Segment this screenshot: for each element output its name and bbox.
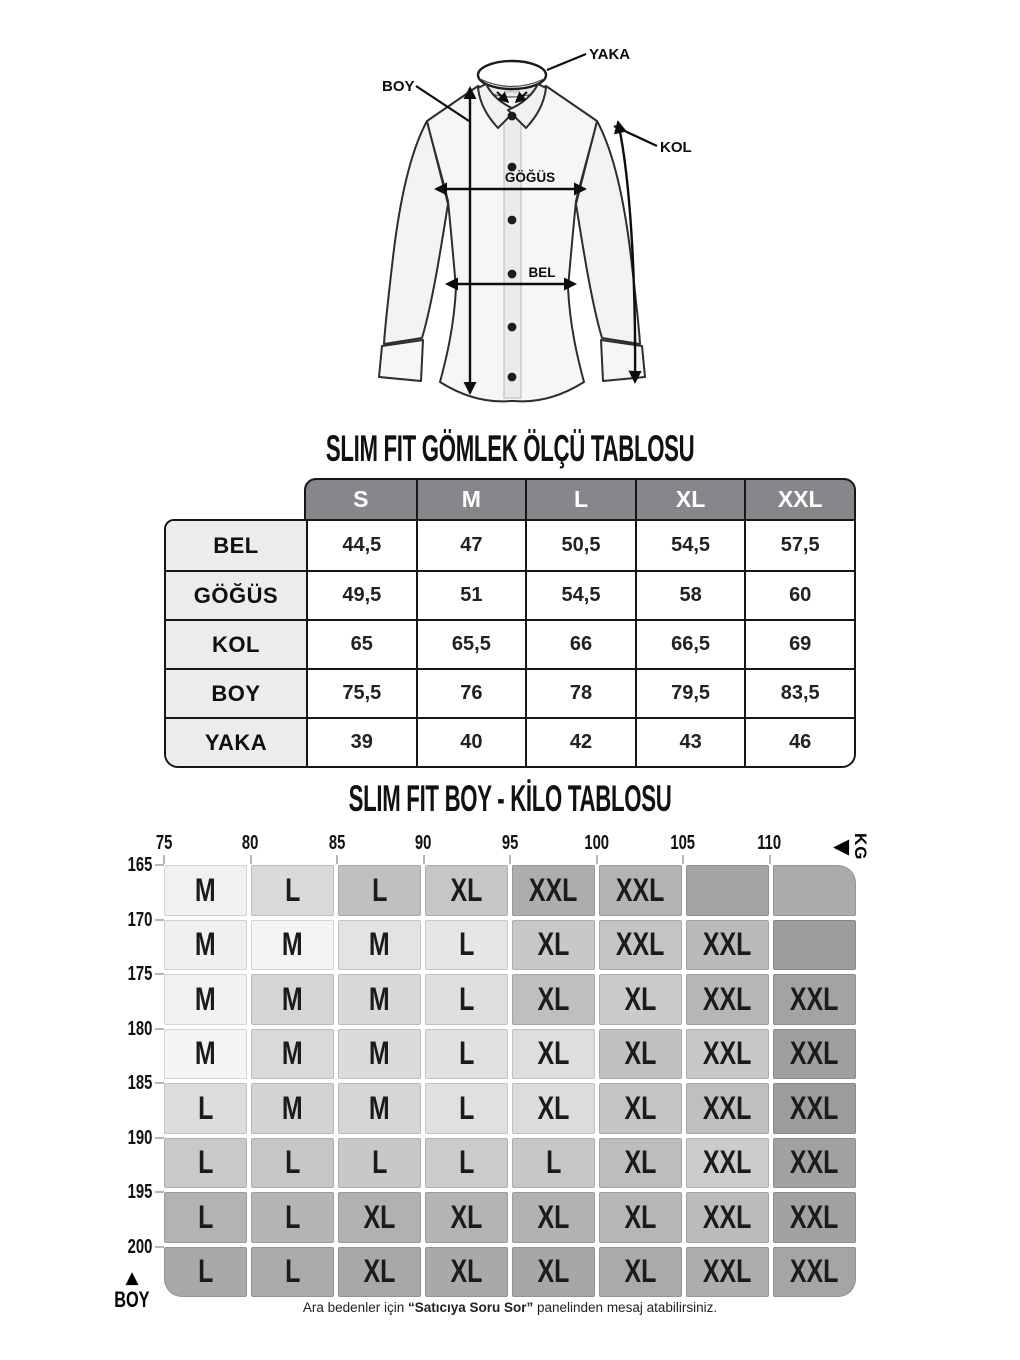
matrix-cell: [251, 1083, 334, 1134]
kg-tick-mark: [682, 855, 684, 864]
boy-tick-label: 190: [127, 1126, 152, 1149]
matrix-grid: [164, 865, 856, 1297]
matrix-cell: [251, 1029, 334, 1080]
matrix-cell: [512, 1192, 595, 1243]
matrix-cell: [773, 1083, 856, 1134]
size-value: 79,5: [635, 668, 745, 717]
matrix-cell-size: XXL: [790, 980, 839, 1017]
size-value: 69: [744, 619, 854, 668]
matrix-cell-size: XL: [537, 926, 570, 963]
matrix-cell: [164, 974, 247, 1025]
kg-axis-flag: [833, 833, 870, 861]
size-value: 76: [416, 668, 526, 717]
kg-tick-label: 75: [155, 832, 173, 854]
matrix-cell: [164, 1029, 247, 1080]
matrix-cell: [251, 974, 334, 1025]
left-cuff: [379, 340, 423, 381]
matrix-cell-size: L: [458, 1144, 475, 1181]
matrix-cell: [251, 865, 334, 916]
matrix-cell-size: XL: [363, 1253, 396, 1290]
size-value: 65,5: [416, 619, 526, 668]
size-value: 60: [744, 570, 854, 619]
matrix-cell: [338, 865, 421, 916]
matrix-cell: [512, 865, 595, 916]
boy-tick-label: 185: [127, 1072, 152, 1094]
matrix-cell-size: L: [545, 1144, 562, 1181]
matrix-cell: [425, 974, 508, 1025]
matrix-cell-size: XL: [450, 871, 483, 908]
boy-tick-label: 200: [127, 1235, 152, 1258]
matrix-cell: [338, 920, 421, 971]
matrix-cell-size: L: [284, 871, 301, 908]
footer-bold: “Satıcıya Soru Sor”: [407, 1300, 534, 1315]
kg-tick-mark: [250, 855, 252, 864]
size-value: 42: [525, 717, 635, 766]
kol-label: KOL: [660, 139, 692, 156]
kg-tick-label: 85: [328, 832, 346, 854]
boy-tick-mark: [155, 919, 164, 921]
matrix-cell-size: L: [197, 1198, 214, 1235]
matrix-cell-size: XL: [537, 1089, 570, 1126]
kg-tick-label: 80: [242, 832, 259, 854]
matrix-cell: [686, 1192, 769, 1243]
matrix-cell-size: XXL: [790, 1198, 839, 1235]
size-value: 47: [416, 521, 526, 570]
matrix-cell: [251, 1192, 334, 1243]
matrix-cell: [164, 1192, 247, 1243]
kg-tick-mark: [596, 855, 598, 864]
matrix-cell: [773, 1029, 856, 1080]
size-value: 58: [635, 570, 745, 619]
matrix-cell: [773, 1192, 856, 1243]
boy-tick-label: 195: [127, 1181, 152, 1203]
size-value: 83,5: [744, 668, 854, 717]
matrix-cell-size: XL: [624, 1035, 657, 1072]
kg-tick-mark: [163, 855, 165, 864]
matrix-cell: [512, 1247, 595, 1298]
matrix-cell-size: M: [282, 1089, 303, 1126]
matrix-table: [0, 830, 1020, 1340]
matrix-cell: [773, 865, 856, 916]
matrix-cell-size: M: [282, 980, 303, 1017]
matrix-cell-size: XL: [624, 1089, 657, 1126]
boy-tick-label: 170: [127, 908, 152, 931]
matrix-cell: [686, 865, 769, 916]
size-value: 65: [306, 619, 416, 668]
matrix-cell: [599, 1083, 682, 1134]
matrix-cell: [425, 1138, 508, 1189]
size-table: [164, 478, 856, 768]
matrix-cell: [425, 1247, 508, 1298]
size-col-header: S: [353, 486, 369, 512]
matrix-cell-size: L: [458, 1089, 475, 1126]
matrix-cell-size: XL: [450, 1198, 483, 1235]
matrix-cell: [425, 1083, 508, 1134]
matrix-cell: [773, 974, 856, 1025]
kg-tick-label: 110: [757, 832, 782, 854]
footer-suffix: panelinden mesaj atabilirsiniz.: [533, 1300, 718, 1315]
matrix-cell-size: M: [282, 1035, 303, 1072]
matrix-cell-size: M: [195, 926, 216, 963]
matrix-cell-size: M: [195, 1035, 216, 1072]
matrix-cell-size: XXL: [790, 1035, 839, 1072]
matrix-cell: [599, 974, 682, 1025]
matrix-cell: [425, 920, 508, 971]
matrix-cell: [512, 974, 595, 1025]
matrix-cell: [164, 1083, 247, 1134]
matrix-cell: [599, 865, 682, 916]
placket: [504, 110, 521, 398]
kg-tick-label: 105: [670, 832, 696, 854]
matrix-cell: [251, 1138, 334, 1189]
kg-tick-label: 95: [501, 832, 519, 854]
matrix-cell-size: XL: [624, 1144, 657, 1181]
boy-tick-label: 165: [127, 854, 152, 876]
matrix-cell: [512, 920, 595, 971]
matrix-cell: [425, 1029, 508, 1080]
size-table-header: [304, 478, 856, 519]
matrix-cell-size: L: [197, 1144, 214, 1181]
footer-note: [0, 1300, 1020, 1315]
matrix-cell: [599, 1138, 682, 1189]
matrix-cell: [599, 1247, 682, 1298]
matrix-cell-size: L: [284, 1253, 301, 1290]
matrix-cell-size: L: [284, 1144, 301, 1181]
size-value: 43: [635, 717, 745, 766]
matrix-cell: [338, 1247, 421, 1298]
matrix-cell-size: XXL: [790, 1253, 839, 1290]
matrix-cell-size: XL: [450, 1253, 483, 1290]
matrix-cell: [338, 1192, 421, 1243]
matrix-cell-size: XL: [537, 1253, 570, 1290]
size-value: 75,5: [306, 668, 416, 717]
boy-tick-mark: [155, 1028, 164, 1030]
size-value: 78: [525, 668, 635, 717]
matrix-cell-size: XXL: [616, 871, 665, 908]
kg-tick-mark: [336, 855, 338, 864]
collar-opening: [478, 61, 546, 89]
boy-label: BOY: [382, 78, 415, 95]
matrix-cell: [686, 1247, 769, 1298]
matrix-cell: [686, 1138, 769, 1189]
right-cuff: [601, 340, 645, 381]
matrix-cell: [512, 1138, 595, 1189]
boy-tick-mark: [155, 973, 164, 975]
boy-tick-mark: [155, 1246, 164, 1248]
matrix-cell: [164, 1138, 247, 1189]
matrix-cell: [164, 865, 247, 916]
yaka-label: YAKA: [589, 46, 631, 63]
measure-label: YAKA: [166, 717, 306, 766]
matrix-cell-size: L: [197, 1089, 214, 1126]
matrix-cell: [686, 974, 769, 1025]
boy-arrow-icon: ▲: [125, 1268, 139, 1288]
boy-tick-mark: [155, 1082, 164, 1084]
matrix-cell: [164, 1247, 247, 1298]
size-value: 50,5: [525, 521, 635, 570]
matrix-cell: [338, 1138, 421, 1189]
matrix-cell: [686, 920, 769, 971]
size-col-header: XL: [635, 480, 745, 519]
yaka-pointer-line: [547, 54, 586, 70]
kg-tick-mark: [423, 855, 425, 864]
matrix-cell-size: XXL: [790, 1089, 839, 1126]
matrix-cell-size: L: [458, 1035, 475, 1072]
matrix-cell-size: L: [371, 871, 388, 908]
matrix-cell-size: XXL: [703, 980, 752, 1017]
matrix-cell: [686, 1029, 769, 1080]
size-table-title: [0, 428, 1020, 470]
matrix-table-title-text: SLIM FIT BOY - KİLO TABLOSU: [348, 778, 672, 819]
matrix-cell-size: L: [284, 1198, 301, 1235]
footer-prefix: Ara bedenler için: [302, 1300, 408, 1315]
size-value: 54,5: [525, 570, 635, 619]
kg-tick-label: 90: [415, 832, 432, 854]
size-value: 39: [306, 717, 416, 766]
matrix-cell: [338, 974, 421, 1025]
matrix-cell: [773, 1247, 856, 1298]
matrix-cell-size: M: [282, 926, 303, 963]
matrix-cell-size: XL: [624, 1198, 657, 1235]
measure-label: GÖĞÜS: [166, 570, 306, 619]
boy-tick-mark: [155, 1137, 164, 1139]
matrix-cell-size: L: [458, 980, 475, 1017]
size-value: 51: [416, 570, 526, 619]
matrix-cell-size: XL: [624, 980, 657, 1017]
kg-arrow-icon: ◀: [833, 834, 850, 858]
size-col-header: M: [416, 480, 526, 519]
matrix-cell-size: M: [369, 980, 390, 1017]
matrix-cell-size: XXL: [616, 926, 665, 963]
matrix-cell-size: XL: [537, 1035, 570, 1072]
matrix-cell: [425, 865, 508, 916]
measure-label: KOL: [166, 619, 306, 668]
matrix-cell: [686, 1083, 769, 1134]
kg-tick-mark: [509, 855, 511, 864]
matrix-cell-size: XXL: [703, 1144, 752, 1181]
matrix-cell-size: XXL: [703, 1089, 752, 1126]
kg-tick-mark: [769, 855, 771, 864]
size-value: 40: [416, 717, 526, 766]
gogus-label: GÖĞÜS: [504, 170, 556, 185]
matrix-cell-size: XXL: [529, 871, 578, 908]
matrix-cell-size: M: [369, 926, 390, 963]
matrix-cell: [251, 1247, 334, 1298]
matrix-cell-size: XL: [537, 980, 570, 1017]
size-value: 44,5: [306, 521, 416, 570]
boy-axis-label-text: BOY: [114, 1287, 150, 1312]
matrix-cell: [338, 1029, 421, 1080]
matrix-cell-size: L: [458, 926, 475, 963]
matrix-cell-size: L: [197, 1253, 214, 1290]
bel-label: BEL: [528, 265, 556, 280]
size-value: 57,5: [744, 521, 854, 570]
measure-label: BOY: [166, 668, 306, 717]
matrix-cell: [773, 920, 856, 971]
size-value: 49,5: [306, 570, 416, 619]
matrix-cell: [512, 1029, 595, 1080]
matrix-cell: [251, 920, 334, 971]
matrix-cell-size: XXL: [703, 1198, 752, 1235]
matrix-cell: [773, 1138, 856, 1189]
matrix-cell-size: M: [369, 1089, 390, 1126]
matrix-cell: [599, 1192, 682, 1243]
matrix-cell: [164, 920, 247, 971]
measure-label: BEL: [166, 521, 306, 570]
matrix-cell: [512, 1083, 595, 1134]
size-value: 66: [525, 619, 635, 668]
boy-tick-mark: [155, 864, 164, 866]
matrix-cell-size: XL: [624, 1253, 657, 1290]
boy-tick-mark: [155, 1191, 164, 1193]
kg-tick-label: 100: [584, 832, 609, 854]
matrix-cell-size: L: [371, 1144, 388, 1181]
matrix-cell: [338, 1083, 421, 1134]
matrix-cell-size: XL: [363, 1198, 396, 1235]
size-value: 54,5: [635, 521, 745, 570]
boy-tick-label: 180: [127, 1017, 152, 1040]
matrix-cell-size: XXL: [703, 1035, 752, 1072]
matrix-cell-size: M: [195, 980, 216, 1017]
size-col-header: XXL: [744, 480, 854, 519]
kg-axis-label: KG: [851, 833, 871, 861]
matrix-cell: [599, 1029, 682, 1080]
matrix-cell-size: M: [195, 871, 216, 908]
size-table-body: [164, 519, 856, 768]
matrix-cell-size: M: [369, 1035, 390, 1072]
size-value: 46: [744, 717, 854, 766]
size-col-header: L: [525, 480, 635, 519]
shirt-diagram: [330, 26, 700, 416]
matrix-cell-size: XL: [537, 1198, 570, 1235]
matrix-cell-size: XXL: [703, 926, 752, 963]
matrix-cell-size: XXL: [703, 1253, 752, 1290]
boy-tick-label: 175: [127, 963, 152, 985]
matrix-table-title: [0, 778, 1020, 820]
matrix-cell-size: XXL: [790, 1144, 839, 1181]
size-table-title-text: SLIM FIT GÖMLEK ÖLÇÜ TABLOSU: [325, 428, 695, 469]
size-value: 66,5: [635, 619, 745, 668]
matrix-cell: [599, 920, 682, 971]
matrix-cell: [425, 1192, 508, 1243]
